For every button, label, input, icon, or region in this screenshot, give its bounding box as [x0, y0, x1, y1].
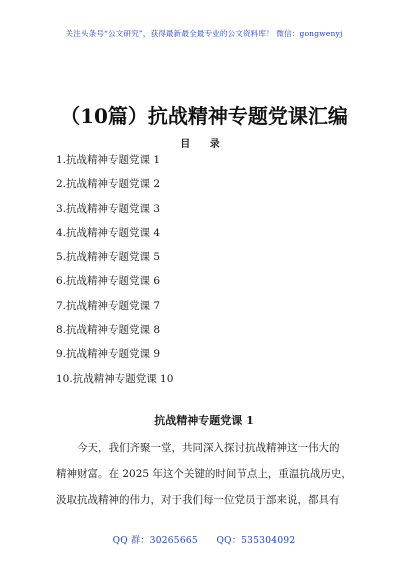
toc-item[interactable]: 7.抗战精神专题党课 7	[56, 299, 161, 312]
toc-item[interactable]: 2.抗战精神专题党课 2	[56, 178, 161, 191]
toc-heading: 目 录	[180, 139, 228, 150]
toc-item[interactable]: 8.抗战精神专题党课 8	[56, 324, 161, 337]
table-of-contents	[56, 148, 173, 391]
body-line: 汲取抗战精神的伟力，对于我们每一位党员于部来说，都具有	[56, 494, 340, 506]
section-title: 抗战精神专题党课 1	[154, 414, 254, 427]
toc-item[interactable]: 10.抗战精神专题党课 10	[56, 372, 174, 385]
document-title: （10篇）抗战精神专题党课汇编	[60, 104, 348, 128]
toc-item[interactable]: 3.抗战精神专题党课 3	[56, 202, 161, 215]
header-note: 关注头条号“公文研究”，获得最新最全最专业的公文资料库！ 微信：gongwenyj	[65, 29, 343, 38]
toc-item[interactable]: 6.抗战精神专题党课 6	[56, 275, 161, 288]
body-text	[56, 435, 356, 513]
toc-item[interactable]: 5.抗战精神专题党课 5	[56, 251, 161, 264]
toc-item[interactable]: 9.抗战精神专题党课 9	[56, 348, 161, 361]
footer-note: QQ 群：30265665 QQ：535304092	[112, 536, 296, 546]
body-line: 今天，我们齐聚一堂，共同深入探讨抗战精神这一伟大的	[77, 442, 340, 454]
body-line: 精神财富。在 2025 年这个关键的时间节点上，重温抗战历史，	[56, 468, 352, 480]
toc-item[interactable]: 1.抗战精神专题党课 1	[56, 154, 161, 166]
toc-item[interactable]: 4.抗战精神专题党课 4	[56, 226, 161, 239]
